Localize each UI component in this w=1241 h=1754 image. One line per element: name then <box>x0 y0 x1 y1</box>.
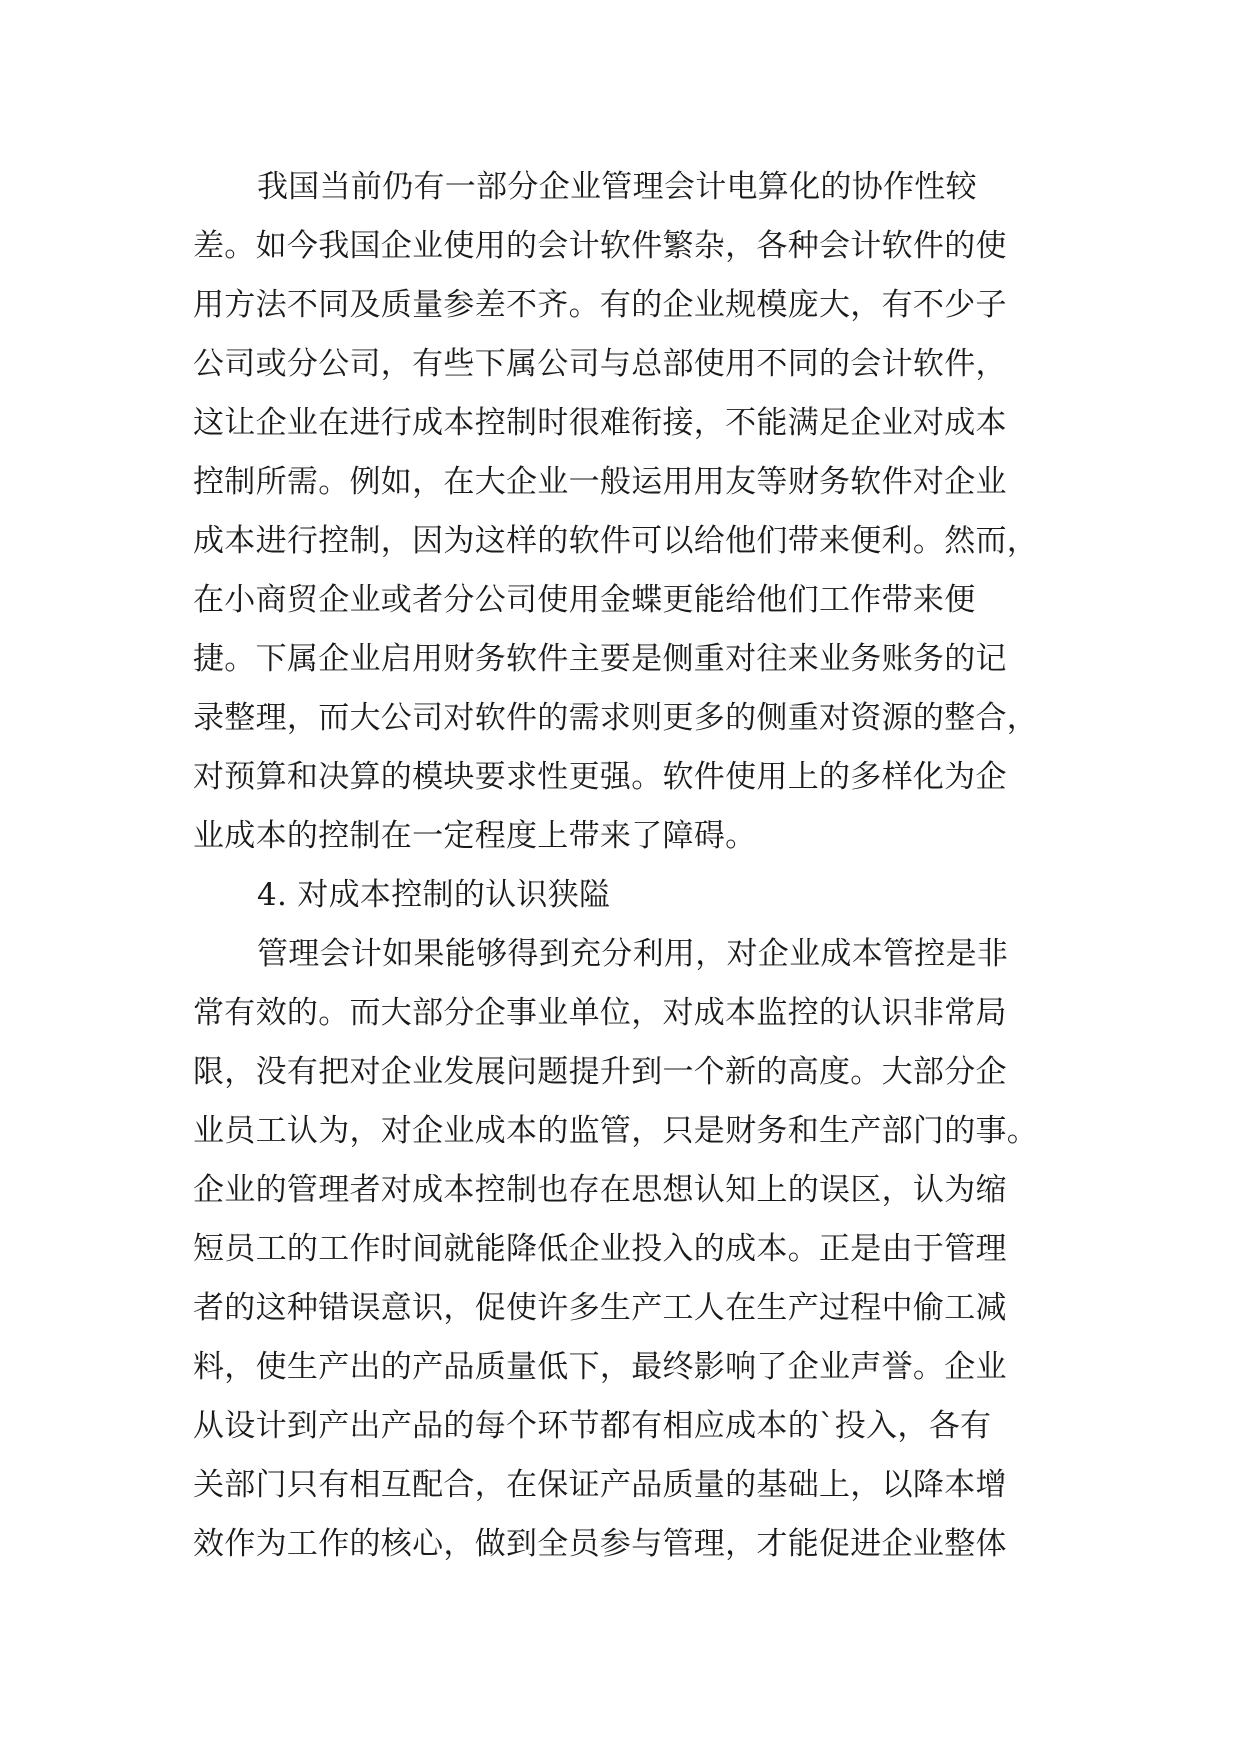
paragraph-line: 这让企业在进行成本控制时很难衔接，不能满足企业对成本 <box>193 405 1007 441</box>
paragraph-line: 管理会计如果能够得到充分利用，对企业成本管控是非 <box>257 936 1009 972</box>
paragraph-line: 关部门只有相互配合，在保证产品质量的基础上，以降本增 <box>193 1467 1007 1503</box>
section-heading: 4. 对成本控制的认识狭隘 <box>257 877 611 913</box>
paragraph-line: 短员工的工作时间就能降低企业投入的成本。正是由于管理 <box>193 1231 1007 1267</box>
paragraph-line: 从设计到产出产品的每个环节都有相应成本的`投入，各有 <box>193 1408 992 1444</box>
document-body <box>193 158 1053 1574</box>
paragraph-line: 成本进行控制，因为这样的软件可以给他们带来便利。然而， <box>193 523 1039 559</box>
paragraph-line: 录整理，而大公司对软件的需求则更多的侧重对资源的整合， <box>193 700 1039 736</box>
paragraph-line: 业成本的控制在一定程度上带来了障碍。 <box>193 818 757 854</box>
paragraph-line: 我国当前仍有一部分企业管理会计电算化的协作性较 <box>257 169 977 205</box>
paragraph-line: 在小商贸企业或者分公司使用金蝶更能给他们工作带来便 <box>193 582 976 618</box>
paragraph-line: 对预算和决算的模块要求性更强。软件使用上的多样化为企 <box>193 759 1007 795</box>
paragraph-line: 捷。下属企业启用财务软件主要是侧重对往来业务账务的记 <box>193 641 1007 677</box>
paragraph-line: 企业的管理者对成本控制也存在思想认知上的误区，认为缩 <box>193 1172 1007 1208</box>
paragraph-line: 业员工认为，对企业成本的监管，只是财务和生产部门的事。 <box>193 1113 1039 1149</box>
paragraph-line: 控制所需。例如，在大企业一般运用用友等财务软件对企业 <box>193 464 1007 500</box>
paragraph-line: 常有效的。而大部分企事业单位，对成本监控的认识非常局 <box>193 995 1007 1031</box>
paragraph-line: 限，没有把对企业发展问题提升到一个新的高度。大部分企 <box>193 1054 1007 1090</box>
paragraph-line: 料，使生产出的产品质量低下，最终影响了企业声誉。企业 <box>193 1349 1007 1385</box>
paragraph-line: 差。如今我国企业使用的会计软件繁杂，各种会计软件的使 <box>193 228 1007 264</box>
paragraph-line: 效作为工作的核心，做到全员参与管理，才能促进企业整体 <box>193 1526 1007 1562</box>
paragraph-line: 公司或分公司，有些下属公司与总部使用不同的会计软件， <box>193 346 1007 382</box>
paragraph-line: 用方法不同及质量参差不齐。有的企业规模庞大，有不少子 <box>193 287 1007 323</box>
paragraph-line: 者的这种错误意识，促使许多生产工人在生产过程中偷工减 <box>193 1290 1007 1326</box>
